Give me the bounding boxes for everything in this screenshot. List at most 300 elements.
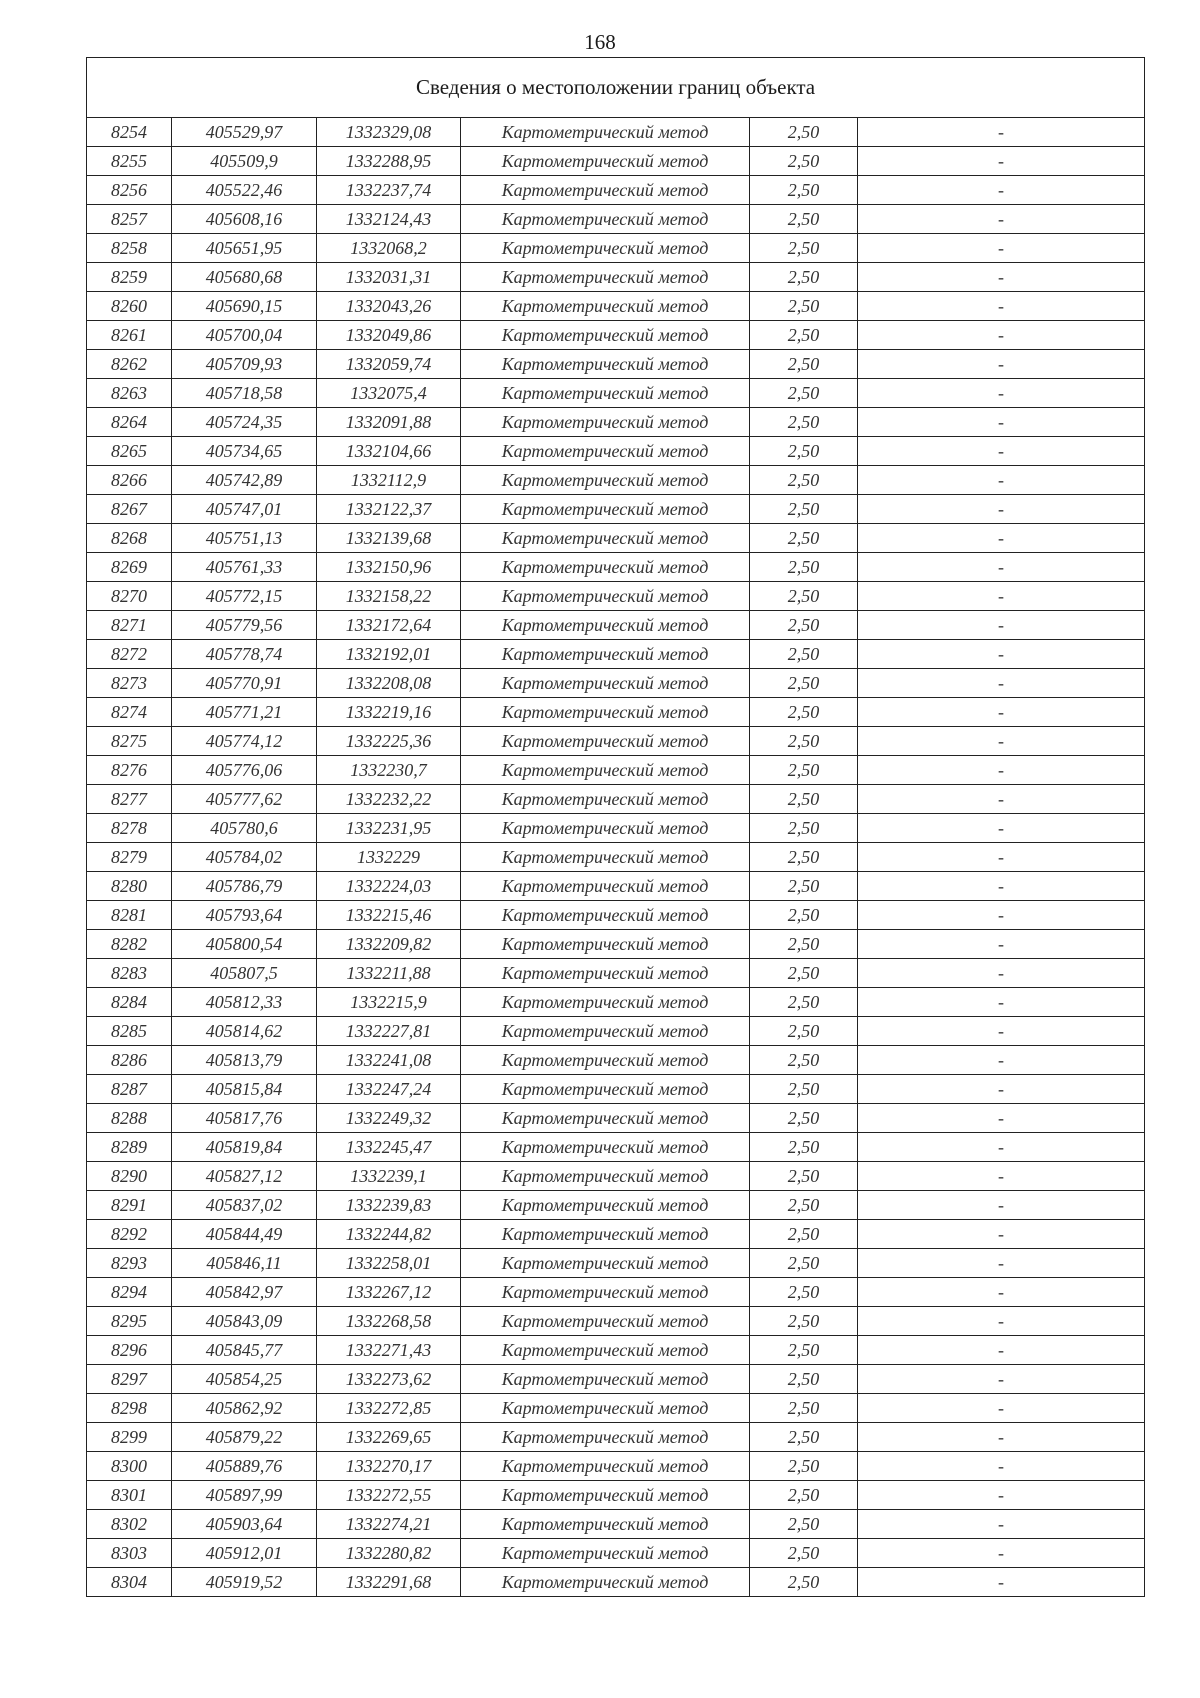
table-row <box>87 1423 1145 1452</box>
y-coordinate-cell: 1332329,08 <box>317 118 461 147</box>
description-cell: - <box>858 205 1145 234</box>
method-cell: Картометрический метод <box>461 988 750 1017</box>
x-coordinate-cell: 405718,58 <box>172 379 317 408</box>
x-coordinate-cell: 405771,21 <box>172 698 317 727</box>
table-row <box>87 176 1145 205</box>
point-number-cell: 8272 <box>87 640 172 669</box>
accuracy-cell: 2,50 <box>750 350 858 379</box>
point-number-cell: 8284 <box>87 988 172 1017</box>
method-cell: Картометрический метод <box>461 1452 750 1481</box>
x-coordinate-cell: 405814,62 <box>172 1017 317 1046</box>
method-cell: Картометрический метод <box>461 698 750 727</box>
y-coordinate-cell: 1332059,74 <box>317 350 461 379</box>
point-number-cell: 8259 <box>87 263 172 292</box>
y-coordinate-cell: 1332274,21 <box>317 1510 461 1539</box>
y-coordinate-cell: 1332241,08 <box>317 1046 461 1075</box>
x-coordinate-cell: 405879,22 <box>172 1423 317 1452</box>
description-cell: - <box>858 988 1145 1017</box>
point-number-cell: 8287 <box>87 1075 172 1104</box>
accuracy-cell: 2,50 <box>750 959 858 988</box>
y-coordinate-cell: 1332139,68 <box>317 524 461 553</box>
point-number-cell: 8294 <box>87 1278 172 1307</box>
method-cell: Картометрический метод <box>461 1046 750 1075</box>
x-coordinate-cell: 405777,62 <box>172 785 317 814</box>
accuracy-cell: 2,50 <box>750 437 858 466</box>
method-cell: Картометрический метод <box>461 1365 750 1394</box>
accuracy-cell: 2,50 <box>750 524 858 553</box>
x-coordinate-cell: 405734,65 <box>172 437 317 466</box>
description-cell: - <box>858 901 1145 930</box>
y-coordinate-cell: 1332231,95 <box>317 814 461 843</box>
accuracy-cell: 2,50 <box>750 640 858 669</box>
table-row <box>87 1510 1145 1539</box>
description-cell: - <box>858 756 1145 785</box>
point-number-cell: 8301 <box>87 1481 172 1510</box>
description-cell: - <box>858 118 1145 147</box>
y-coordinate-cell: 1332288,95 <box>317 147 461 176</box>
point-number-cell: 8293 <box>87 1249 172 1278</box>
x-coordinate-cell: 405786,79 <box>172 872 317 901</box>
accuracy-cell: 2,50 <box>750 988 858 1017</box>
point-number-cell: 8290 <box>87 1162 172 1191</box>
method-cell: Картометрический метод <box>461 263 750 292</box>
accuracy-cell: 2,50 <box>750 1452 858 1481</box>
description-cell: - <box>858 640 1145 669</box>
y-coordinate-cell: 1332091,88 <box>317 408 461 437</box>
x-coordinate-cell: 405903,64 <box>172 1510 317 1539</box>
point-number-cell: 8297 <box>87 1365 172 1394</box>
point-number-cell: 8283 <box>87 959 172 988</box>
method-cell: Картометрический метод <box>461 1191 750 1220</box>
description-cell: - <box>858 553 1145 582</box>
table-row <box>87 495 1145 524</box>
accuracy-cell: 2,50 <box>750 930 858 959</box>
method-cell: Картометрический метод <box>461 1104 750 1133</box>
table-row <box>87 930 1145 959</box>
description-cell: - <box>858 1394 1145 1423</box>
y-coordinate-cell: 1332075,4 <box>317 379 461 408</box>
table-row <box>87 1104 1145 1133</box>
description-cell: - <box>858 814 1145 843</box>
y-coordinate-cell: 1332245,47 <box>317 1133 461 1162</box>
y-coordinate-cell: 1332208,08 <box>317 669 461 698</box>
x-coordinate-cell: 405608,16 <box>172 205 317 234</box>
method-cell: Картометрический метод <box>461 930 750 959</box>
table-row <box>87 1220 1145 1249</box>
y-coordinate-cell: 1332031,31 <box>317 263 461 292</box>
table-row <box>87 988 1145 1017</box>
point-number-cell: 8263 <box>87 379 172 408</box>
description-cell: - <box>858 234 1145 263</box>
y-coordinate-cell: 1332267,12 <box>317 1278 461 1307</box>
x-coordinate-cell: 405772,15 <box>172 582 317 611</box>
point-number-cell: 8285 <box>87 1017 172 1046</box>
table-row <box>87 1191 1145 1220</box>
method-cell: Картометрический метод <box>461 901 750 930</box>
description-cell: - <box>858 785 1145 814</box>
x-coordinate-cell: 405651,95 <box>172 234 317 263</box>
description-cell: - <box>858 263 1145 292</box>
accuracy-cell: 2,50 <box>750 785 858 814</box>
description-cell: - <box>858 1307 1145 1336</box>
point-number-cell: 8298 <box>87 1394 172 1423</box>
description-cell: - <box>858 466 1145 495</box>
point-number-cell: 8254 <box>87 118 172 147</box>
x-coordinate-cell: 405854,25 <box>172 1365 317 1394</box>
table-row <box>87 901 1145 930</box>
accuracy-cell: 2,50 <box>750 1017 858 1046</box>
method-cell: Картометрический метод <box>461 1307 750 1336</box>
y-coordinate-cell: 1332270,17 <box>317 1452 461 1481</box>
accuracy-cell: 2,50 <box>750 379 858 408</box>
x-coordinate-cell: 405812,33 <box>172 988 317 1017</box>
accuracy-cell: 2,50 <box>750 1394 858 1423</box>
point-number-cell: 8257 <box>87 205 172 234</box>
description-cell: - <box>858 408 1145 437</box>
x-coordinate-cell: 405842,97 <box>172 1278 317 1307</box>
y-coordinate-cell: 1332258,01 <box>317 1249 461 1278</box>
accuracy-cell: 2,50 <box>750 292 858 321</box>
accuracy-cell: 2,50 <box>750 1104 858 1133</box>
table-row <box>87 1075 1145 1104</box>
description-cell: - <box>858 1336 1145 1365</box>
point-number-cell: 8280 <box>87 872 172 901</box>
table-row <box>87 1162 1145 1191</box>
y-coordinate-cell: 1332225,36 <box>317 727 461 756</box>
point-number-cell: 8292 <box>87 1220 172 1249</box>
point-number-cell: 8295 <box>87 1307 172 1336</box>
method-cell: Картометрический метод <box>461 1075 750 1104</box>
y-coordinate-cell: 1332068,2 <box>317 234 461 263</box>
method-cell: Картометрический метод <box>461 466 750 495</box>
table-row <box>87 437 1145 466</box>
accuracy-cell: 2,50 <box>750 1307 858 1336</box>
table-row <box>87 350 1145 379</box>
y-coordinate-cell: 1332272,55 <box>317 1481 461 1510</box>
accuracy-cell: 2,50 <box>750 1162 858 1191</box>
accuracy-cell: 2,50 <box>750 1539 858 1568</box>
accuracy-cell: 2,50 <box>750 756 858 785</box>
point-number-cell: 8277 <box>87 785 172 814</box>
method-cell: Картометрический метод <box>461 437 750 466</box>
table-caption: Сведения о местоположении границ объекта <box>87 58 1145 118</box>
point-number-cell: 8258 <box>87 234 172 263</box>
accuracy-cell: 2,50 <box>750 553 858 582</box>
x-coordinate-cell: 405897,99 <box>172 1481 317 1510</box>
method-cell: Картометрический метод <box>461 1133 750 1162</box>
table-row <box>87 1568 1145 1597</box>
description-cell: - <box>858 524 1145 553</box>
y-coordinate-cell: 1332124,43 <box>317 205 461 234</box>
table-row <box>87 785 1145 814</box>
description-cell: - <box>858 698 1145 727</box>
point-number-cell: 8262 <box>87 350 172 379</box>
point-number-cell: 8288 <box>87 1104 172 1133</box>
method-cell: Картометрический метод <box>461 147 750 176</box>
method-cell: Картометрический метод <box>461 1539 750 1568</box>
method-cell: Картометрический метод <box>461 1568 750 1597</box>
description-cell: - <box>858 1510 1145 1539</box>
table-row <box>87 872 1145 901</box>
y-coordinate-cell: 1332211,88 <box>317 959 461 988</box>
point-number-cell: 8278 <box>87 814 172 843</box>
y-coordinate-cell: 1332215,46 <box>317 901 461 930</box>
y-coordinate-cell: 1332049,86 <box>317 321 461 350</box>
method-cell: Картометрический метод <box>461 495 750 524</box>
description-cell: - <box>858 1452 1145 1481</box>
description-cell: - <box>858 379 1145 408</box>
method-cell: Картометрический метод <box>461 959 750 988</box>
x-coordinate-cell: 405761,33 <box>172 553 317 582</box>
accuracy-cell: 2,50 <box>750 466 858 495</box>
accuracy-cell: 2,50 <box>750 1510 858 1539</box>
table-row <box>87 1307 1145 1336</box>
y-coordinate-cell: 1332291,68 <box>317 1568 461 1597</box>
point-number-cell: 8300 <box>87 1452 172 1481</box>
point-number-cell: 8281 <box>87 901 172 930</box>
method-cell: Картометрический метод <box>461 611 750 640</box>
method-cell: Картометрический метод <box>461 582 750 611</box>
point-number-cell: 8296 <box>87 1336 172 1365</box>
description-cell: - <box>858 1249 1145 1278</box>
point-number-cell: 8274 <box>87 698 172 727</box>
x-coordinate-cell: 405819,84 <box>172 1133 317 1162</box>
table-row <box>87 1481 1145 1510</box>
description-cell: - <box>858 292 1145 321</box>
accuracy-cell: 2,50 <box>750 1220 858 1249</box>
x-coordinate-cell: 405813,79 <box>172 1046 317 1075</box>
method-cell: Картометрический метод <box>461 1278 750 1307</box>
y-coordinate-cell: 1332172,64 <box>317 611 461 640</box>
method-cell: Картометрический метод <box>461 814 750 843</box>
accuracy-cell: 2,50 <box>750 698 858 727</box>
x-coordinate-cell: 405742,89 <box>172 466 317 495</box>
y-coordinate-cell: 1332249,32 <box>317 1104 461 1133</box>
x-coordinate-cell: 405780,6 <box>172 814 317 843</box>
x-coordinate-cell: 405845,77 <box>172 1336 317 1365</box>
y-coordinate-cell: 1332215,9 <box>317 988 461 1017</box>
accuracy-cell: 2,50 <box>750 176 858 205</box>
y-coordinate-cell: 1332112,9 <box>317 466 461 495</box>
y-coordinate-cell: 1332224,03 <box>317 872 461 901</box>
x-coordinate-cell: 405912,01 <box>172 1539 317 1568</box>
table-row <box>87 1249 1145 1278</box>
table-row <box>87 727 1145 756</box>
table-row <box>87 959 1145 988</box>
method-cell: Картометрический метод <box>461 1162 750 1191</box>
x-coordinate-cell: 405751,13 <box>172 524 317 553</box>
y-coordinate-cell: 1332230,7 <box>317 756 461 785</box>
y-coordinate-cell: 1332043,26 <box>317 292 461 321</box>
table-row <box>87 1133 1145 1162</box>
table-row <box>87 379 1145 408</box>
x-coordinate-cell: 405807,5 <box>172 959 317 988</box>
method-cell: Картометрический метод <box>461 408 750 437</box>
method-cell: Картометрический метод <box>461 524 750 553</box>
point-number-cell: 8269 <box>87 553 172 582</box>
method-cell: Картометрический метод <box>461 1220 750 1249</box>
x-coordinate-cell: 405690,15 <box>172 292 317 321</box>
table-row <box>87 524 1145 553</box>
accuracy-cell: 2,50 <box>750 1075 858 1104</box>
method-cell: Картометрический метод <box>461 640 750 669</box>
method-cell: Картометрический метод <box>461 118 750 147</box>
accuracy-cell: 2,50 <box>750 1046 858 1075</box>
point-number-cell: 8279 <box>87 843 172 872</box>
point-number-cell: 8273 <box>87 669 172 698</box>
x-coordinate-cell: 405776,06 <box>172 756 317 785</box>
method-cell: Картометрический метод <box>461 1017 750 1046</box>
y-coordinate-cell: 1332150,96 <box>317 553 461 582</box>
y-coordinate-cell: 1332247,24 <box>317 1075 461 1104</box>
description-cell: - <box>858 1481 1145 1510</box>
y-coordinate-cell: 1332122,37 <box>317 495 461 524</box>
point-number-cell: 8267 <box>87 495 172 524</box>
y-coordinate-cell: 1332239,83 <box>317 1191 461 1220</box>
y-coordinate-cell: 1332237,74 <box>317 176 461 205</box>
y-coordinate-cell: 1332268,58 <box>317 1307 461 1336</box>
description-cell: - <box>858 1539 1145 1568</box>
x-coordinate-cell: 405827,12 <box>172 1162 317 1191</box>
x-coordinate-cell: 405709,93 <box>172 350 317 379</box>
point-number-cell: 8271 <box>87 611 172 640</box>
table-row <box>87 640 1145 669</box>
table-row <box>87 756 1145 785</box>
description-cell: - <box>858 959 1145 988</box>
accuracy-cell: 2,50 <box>750 872 858 901</box>
x-coordinate-cell: 405815,84 <box>172 1075 317 1104</box>
description-cell: - <box>858 1191 1145 1220</box>
accuracy-cell: 2,50 <box>750 1278 858 1307</box>
description-cell: - <box>858 669 1145 698</box>
x-coordinate-cell: 405844,49 <box>172 1220 317 1249</box>
table-row <box>87 843 1145 872</box>
table-row <box>87 1336 1145 1365</box>
description-cell: - <box>858 1365 1145 1394</box>
description-cell: - <box>858 1278 1145 1307</box>
accuracy-cell: 2,50 <box>750 1249 858 1278</box>
x-coordinate-cell: 405747,01 <box>172 495 317 524</box>
point-number-cell: 8286 <box>87 1046 172 1075</box>
x-coordinate-cell: 405837,02 <box>172 1191 317 1220</box>
table-row <box>87 205 1145 234</box>
description-cell: - <box>858 1133 1145 1162</box>
description-cell: - <box>858 437 1145 466</box>
method-cell: Картометрический метод <box>461 843 750 872</box>
x-coordinate-cell: 405784,02 <box>172 843 317 872</box>
accuracy-cell: 2,50 <box>750 234 858 263</box>
table-row <box>87 611 1145 640</box>
method-cell: Картометрический метод <box>461 727 750 756</box>
description-cell: - <box>858 1017 1145 1046</box>
point-number-cell: 8303 <box>87 1539 172 1568</box>
table-row <box>87 1278 1145 1307</box>
table-row <box>87 1394 1145 1423</box>
x-coordinate-cell: 405724,35 <box>172 408 317 437</box>
y-coordinate-cell: 1332219,16 <box>317 698 461 727</box>
x-coordinate-cell: 405843,09 <box>172 1307 317 1336</box>
y-coordinate-cell: 1332229 <box>317 843 461 872</box>
point-number-cell: 8302 <box>87 1510 172 1539</box>
method-cell: Картометрический метод <box>461 1394 750 1423</box>
accuracy-cell: 2,50 <box>750 408 858 437</box>
point-number-cell: 8264 <box>87 408 172 437</box>
description-cell: - <box>858 1162 1145 1191</box>
x-coordinate-cell: 405793,64 <box>172 901 317 930</box>
method-cell: Картометрический метод <box>461 785 750 814</box>
accuracy-cell: 2,50 <box>750 147 858 176</box>
method-cell: Картометрический метод <box>461 872 750 901</box>
x-coordinate-cell: 405919,52 <box>172 1568 317 1597</box>
table-row <box>87 321 1145 350</box>
description-cell: - <box>858 1220 1145 1249</box>
x-coordinate-cell: 405779,56 <box>172 611 317 640</box>
method-cell: Картометрический метод <box>461 234 750 263</box>
point-number-cell: 8261 <box>87 321 172 350</box>
method-cell: Картометрический метод <box>461 1481 750 1510</box>
point-number-cell: 8260 <box>87 292 172 321</box>
accuracy-cell: 2,50 <box>750 1423 858 1452</box>
method-cell: Картометрический метод <box>461 292 750 321</box>
table-row <box>87 1017 1145 1046</box>
point-number-cell: 8276 <box>87 756 172 785</box>
description-cell: - <box>858 495 1145 524</box>
x-coordinate-cell: 405846,11 <box>172 1249 317 1278</box>
method-cell: Картометрический метод <box>461 553 750 582</box>
point-number-cell: 8268 <box>87 524 172 553</box>
accuracy-cell: 2,50 <box>750 1191 858 1220</box>
y-coordinate-cell: 1332158,22 <box>317 582 461 611</box>
description-cell: - <box>858 1046 1145 1075</box>
method-cell: Картометрический метод <box>461 1249 750 1278</box>
description-cell: - <box>858 1423 1145 1452</box>
accuracy-cell: 2,50 <box>750 321 858 350</box>
point-number-cell: 8255 <box>87 147 172 176</box>
method-cell: Картометрический метод <box>461 669 750 698</box>
x-coordinate-cell: 405774,12 <box>172 727 317 756</box>
description-cell: - <box>858 611 1145 640</box>
description-cell: - <box>858 930 1145 959</box>
description-cell: - <box>858 727 1145 756</box>
y-coordinate-cell: 1332269,65 <box>317 1423 461 1452</box>
method-cell: Картометрический метод <box>461 1336 750 1365</box>
table-row <box>87 1046 1145 1075</box>
accuracy-cell: 2,50 <box>750 669 858 698</box>
y-coordinate-cell: 1332209,82 <box>317 930 461 959</box>
y-coordinate-cell: 1332272,85 <box>317 1394 461 1423</box>
y-coordinate-cell: 1332104,66 <box>317 437 461 466</box>
table-row <box>87 234 1145 263</box>
x-coordinate-cell: 405680,68 <box>172 263 317 292</box>
description-cell: - <box>858 350 1145 379</box>
description-cell: - <box>858 843 1145 872</box>
y-coordinate-cell: 1332192,01 <box>317 640 461 669</box>
description-cell: - <box>858 147 1145 176</box>
x-coordinate-cell: 405800,54 <box>172 930 317 959</box>
accuracy-cell: 2,50 <box>750 1365 858 1394</box>
description-cell: - <box>858 582 1145 611</box>
point-number-cell: 8291 <box>87 1191 172 1220</box>
description-cell: - <box>858 1568 1145 1597</box>
table-row <box>87 1452 1145 1481</box>
x-coordinate-cell: 405509,9 <box>172 147 317 176</box>
x-coordinate-cell: 405778,74 <box>172 640 317 669</box>
page-number: 168 <box>584 30 616 54</box>
table-row <box>87 292 1145 321</box>
y-coordinate-cell: 1332280,82 <box>317 1539 461 1568</box>
accuracy-cell: 2,50 <box>750 495 858 524</box>
point-number-cell: 8256 <box>87 176 172 205</box>
